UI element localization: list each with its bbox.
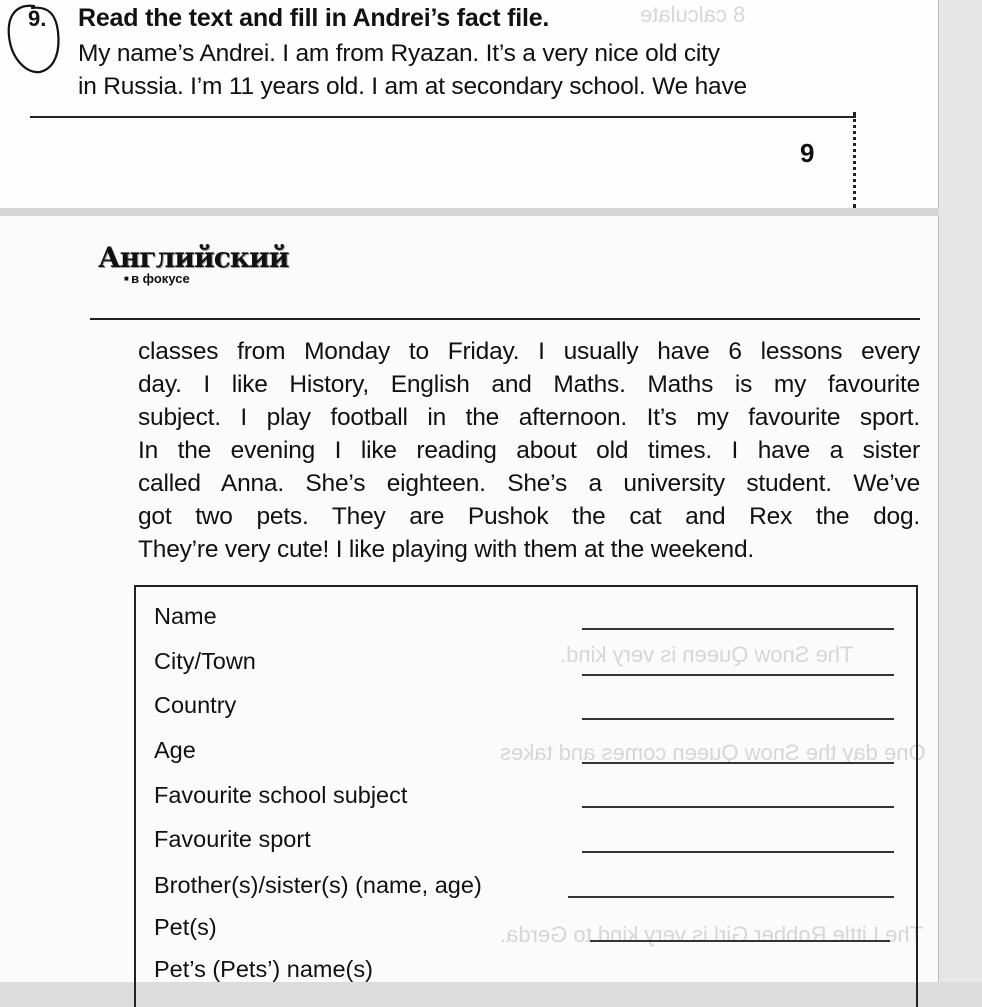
- text-line-3: subject. I play football in the afternoon. It’s my favourite sport.: [138, 404, 920, 431]
- fact-label-school-subject: Favourite school subject: [154, 782, 408, 808]
- fact-answer-line-sport[interactable]: [582, 851, 894, 853]
- logo-subtitle: ■ в фокусе: [124, 272, 289, 286]
- fact-label-country: Country: [154, 692, 237, 718]
- logo-title: Английский: [98, 241, 289, 274]
- fact-label-pet-names: Pet’s (Pets’) name(s): [154, 956, 373, 982]
- textbook-logo: [98, 241, 289, 286]
- text-line-5: called Anna. She’s eighteen. She’s a university student. We’ve: [138, 470, 920, 497]
- header-divider: [90, 318, 920, 320]
- bleed-through-text: The Little Robber Girl is very kind to Gerda.: [500, 922, 924, 947]
- text-line-2: day. I like History, English and Maths. Maths is my favourite: [138, 371, 920, 398]
- fact-answer-line-school-subject[interactable]: [582, 806, 894, 808]
- fact-label-sport: Favourite sport: [154, 826, 311, 852]
- bleed-through-text: The Snow Queen is very kind.: [560, 642, 854, 667]
- intro-line-1: My name’s Andrei. I am from Ryazan. It’s a very nice old city: [78, 40, 720, 67]
- top-page: [0, 0, 939, 208]
- fact-answer-line-siblings[interactable]: [568, 896, 894, 898]
- fact-label-age: Age: [154, 737, 196, 763]
- fact-label-name: Name: [154, 603, 217, 629]
- intro-line-2: in Russia. I’m 11 years old. I am at secondary school. We have: [78, 73, 747, 100]
- exercise-title: Read the text and fill in Andrei’s fact file.: [78, 4, 550, 32]
- fact-label-city: City/Town: [154, 648, 256, 674]
- fact-answer-line-age[interactable]: [582, 762, 894, 764]
- fact-answer-line-pets[interactable]: [590, 940, 890, 942]
- fact-answer-line-city[interactable]: [582, 674, 894, 676]
- scan-gutter: [939, 0, 982, 982]
- fact-answer-line-country[interactable]: [582, 718, 894, 720]
- fact-answer-line-name[interactable]: [582, 628, 894, 630]
- divider: [30, 116, 856, 118]
- fact-label-siblings: Brother(s)/sister(s) (name, age): [154, 872, 482, 898]
- text-line-4: In the evening I like reading about old times. I have a sister: [138, 437, 920, 464]
- page-gap: [0, 208, 938, 216]
- bleed-through-text: One day the Snow Queen comes and takes: [500, 740, 926, 765]
- text-line-6: got two pets. They are Pushok the cat and Rex the dog.: [138, 503, 920, 530]
- fact-label-pets: Pet(s): [154, 914, 217, 940]
- exercise-number: 9.: [28, 6, 47, 31]
- text-line-7: They’re very cute! I like playing with them at the weekend.: [138, 536, 754, 563]
- dotted-divider: [853, 112, 856, 208]
- bleed-through-text: 8 calculate: [640, 2, 746, 27]
- page-number: 9: [800, 138, 815, 168]
- text-line-1: classes from Monday to Friday. I usually have 6 lessons every: [138, 338, 920, 365]
